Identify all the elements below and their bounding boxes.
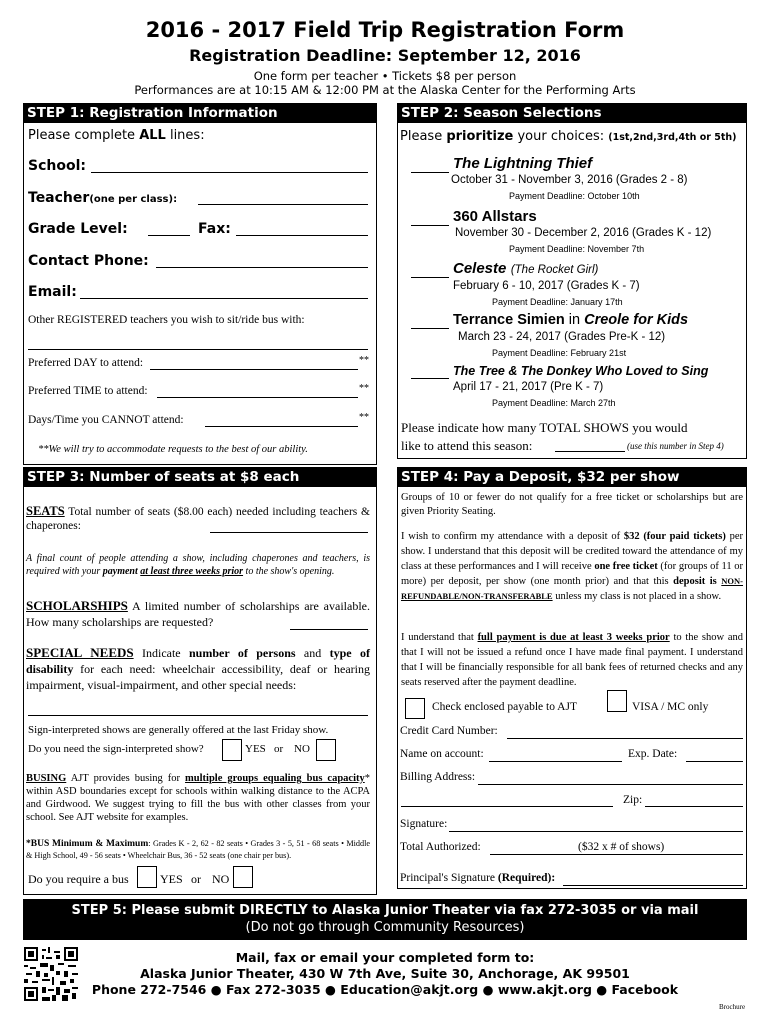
visa-mc-label: VISA / MC only	[632, 701, 709, 713]
total-shows-field[interactable]	[555, 451, 625, 452]
show4-title: Terrance Simien in Creole for Kids	[453, 312, 689, 328]
teacher-label: Teacher(one per class):	[28, 190, 178, 206]
total-authorized-field[interactable]	[490, 854, 743, 855]
show5-priority-field[interactable]	[411, 378, 449, 379]
teacher-field[interactable]	[198, 204, 368, 205]
show2-dates: November 30 - December 2, 2016 (Grades K - 12)	[455, 227, 712, 239]
exp-date-field[interactable]	[686, 761, 743, 762]
billing-address-field-2[interactable]	[401, 806, 613, 807]
show4-dates: March 23 - 24, 2017 (Grades Pre-K - 12)	[458, 331, 666, 343]
prioritize-instruction: Please prioritize your choices: (1st,2nd,3rd,4th or 5th)	[400, 129, 737, 144]
exp-date-label: Exp. Date:	[628, 748, 678, 760]
bus-min-max-note: *BUS Minimum & Maximum: Grades K - 2, 62 - 82 seats • Grades 3 - 5, 51 - 68 seats • Middle & High School, 49 - 56 seats • Wheelchair Bus, 36 - 52 seats (one chair per bus).	[26, 839, 371, 860]
cannot-attend-field[interactable]	[205, 426, 358, 427]
show1-title: The Lightning Thief	[453, 155, 593, 172]
step1-intro: Please complete ALL lines:	[28, 128, 205, 143]
form-subtitle-tickets: One form per teacher • Tickets $8 per person	[253, 69, 517, 83]
show3-priority-field[interactable]	[411, 277, 449, 278]
billing-address-field[interactable]	[478, 784, 743, 785]
accommodate-note: **We will try to accommodate requests to the best of our ability.	[38, 444, 308, 455]
form-title: 2016 - 2017 Field Trip Registration Form	[145, 18, 625, 42]
total-authorized-label: Total Authorized:	[400, 841, 481, 853]
special-needs-field[interactable]	[28, 715, 368, 716]
check-enclosed-label: Check enclosed payable to AJT	[432, 701, 577, 713]
step4-heading: STEP 4: Pay a Deposit, $32 per show	[397, 467, 747, 487]
name-on-account-label: Name on account:	[400, 748, 484, 760]
grade-level-label: Grade Level:	[28, 221, 128, 237]
step1-heading: STEP 1: Registration Information	[23, 103, 377, 123]
show3-dates: February 6 - 10, 2017 (Grades K - 7)	[453, 280, 640, 292]
billing-address-label: Billing Address:	[400, 771, 476, 783]
footer-mail-instruction: Mail, fax or email your completed form to:	[235, 950, 535, 965]
bus-or-label: or	[191, 872, 201, 886]
busing-paragraph: BUSING AJT provides busing for multiple groups equaling bus capacity* within ASD boundaries except for schools within walking distance to the ACPA and Girdwood. We suggest trying to fill the bus with other classes from your school. See AJT website for examples.	[26, 773, 370, 823]
signature-label: Signature:	[400, 818, 448, 830]
scholarships-field[interactable]	[290, 629, 368, 630]
show3-deadline: Payment Deadline: January 17th	[492, 297, 623, 307]
sign-no-label: NO	[294, 743, 310, 755]
sign-yes-checkbox[interactable]	[222, 739, 242, 761]
check-enclosed-checkbox[interactable]	[405, 698, 425, 719]
zip-field[interactable]	[645, 806, 743, 807]
final-count-note: A final count of people attending a show, including chaperones and teachers, is required with your payment at least three weeks prior to the show's opening.	[26, 553, 370, 577]
priority-seating-note: Groups of 10 or fewer do not qualify for a free ticket or scholarships but are given Priority Seating.	[401, 492, 743, 517]
show1-priority-field[interactable]	[411, 172, 449, 173]
total-shows-note: (use this number in Step 4)	[627, 441, 724, 451]
preferred-time-stars: **	[359, 383, 369, 394]
show5-deadline: Payment Deadline: March 27th	[492, 398, 616, 408]
show2-title: 360 Allstars	[453, 208, 537, 225]
principal-signature-label: Principal's Signature (Required):	[400, 872, 556, 884]
footer-tag: Brochure	[719, 1003, 746, 1011]
total-authorized-calc: ($32 x # of shows)	[578, 841, 665, 853]
email-field[interactable]	[80, 298, 368, 299]
seats-paragraph: SEATS Total number of seats ($8.00 each) needed including teachers & chaperones:	[26, 504, 370, 532]
cannot-attend-stars: **	[359, 412, 369, 423]
show5-dates: April 17 - 21, 2017 (Pre K - 7)	[453, 381, 604, 393]
preferred-time-field[interactable]	[157, 397, 358, 398]
school-field[interactable]	[91, 172, 368, 173]
registration-deadline: Registration Deadline: September 12, 2016	[189, 46, 581, 65]
show2-priority-field[interactable]	[411, 225, 449, 226]
grade-level-field[interactable]	[148, 235, 190, 236]
full-payment-paragraph: I understand that full payment is due at least 3 weeks prior to the show and that I will not be issued a refund once I have made final payment. I understand that I will be financially responsible for all bank fees of returned checks and any seats reserved after the payment deadline.	[401, 632, 744, 688]
email-label: Email:	[28, 284, 77, 300]
preferred-day-field[interactable]	[150, 369, 358, 370]
other-teachers-label: Other REGISTERED teachers you wish to sit/ride bus with:	[28, 314, 305, 326]
visa-mc-checkbox[interactable]	[607, 690, 627, 712]
form-subtitle-performances: Performances are at 10:15 AM & 12:00 PM at the Alaska Center for the Performing Arts	[134, 83, 636, 97]
show2-deadline: Payment Deadline: November 7th	[509, 244, 645, 254]
other-teachers-field[interactable]	[28, 349, 368, 350]
footer-contact: Phone 272-7546 ● Fax 272-3035 ● Education@akjt.org ● www.akjt.org ● Facebook	[91, 982, 679, 997]
preferred-day-stars: **	[359, 355, 369, 366]
footer-address: Alaska Junior Theater, 430 W 7th Ave, Suite 30, Anchorage, AK 99501	[140, 966, 630, 981]
sign-yes-label: YES	[245, 743, 266, 755]
step5-note: (Do not go through Community Resources)	[245, 920, 525, 935]
step2-heading: STEP 2: Season Selections	[397, 103, 747, 123]
deposit-paragraph: I wish to confirm my attendance with a deposit of $32 (four paid tickets) per show. I understand that this deposit will be credited toward the attendance of my class at these performances and I will receive one free ticket (for groups of 11 or more) per deposit, per show (one month prior) and that this deposit is NON-REFUNDABLE/NON-TRANSFERABLE unless my class is not placed in a show.	[401, 531, 744, 602]
fax-field[interactable]	[236, 235, 368, 236]
signature-field[interactable]	[449, 831, 743, 832]
bus-no-checkbox[interactable]	[233, 866, 253, 888]
zip-label: Zip:	[623, 794, 643, 806]
step5-heading: STEP 5: Please submit DIRECTLY to Alaska Junior Theater via fax 272-3035 or via mail	[71, 903, 699, 918]
total-shows-label-2: like to attend this season:	[401, 438, 533, 453]
bus-question: Do you require a bus	[28, 872, 129, 886]
seats-field[interactable]	[210, 532, 368, 533]
credit-card-field[interactable]	[507, 738, 743, 739]
name-on-account-field[interactable]	[489, 761, 622, 762]
scholarships-paragraph: SCHOLARSHIPS A limited number of scholarships are available. How many scholarships are requested?	[26, 598, 370, 629]
contact-phone-label: Contact Phone:	[28, 253, 149, 269]
cannot-attend-label: Days/Time you CANNOT attend:	[28, 414, 184, 426]
sign-or-label: or	[274, 743, 284, 755]
credit-card-label: Credit Card Number:	[400, 725, 498, 737]
contact-phone-field[interactable]	[156, 267, 368, 268]
bus-no-label: NO	[212, 872, 230, 886]
show1-dates: October 31 - November 3, 2016 (Grades 2 - 8)	[451, 174, 688, 186]
sign-no-checkbox[interactable]	[316, 739, 336, 761]
total-shows-label: Please indicate how many TOTAL SHOWS you would	[401, 420, 688, 435]
show4-priority-field[interactable]	[411, 328, 449, 329]
show4-deadline: Payment Deadline: February 21st	[492, 348, 627, 358]
bus-yes-checkbox[interactable]	[137, 866, 157, 888]
fax-label: Fax:	[198, 221, 231, 237]
principal-signature-field[interactable]	[563, 885, 743, 886]
preferred-time-label: Preferred TIME to attend:	[28, 385, 148, 397]
special-needs-paragraph: SPECIAL NEEDS Indicate number of persons and type of disability for each need: wheelchair accessibility, deaf or hearing impairment, visual-impairment, and other special needs:	[26, 645, 370, 692]
step3-heading: STEP 3: Number of seats at $8 each	[23, 467, 377, 487]
show1-deadline: Payment Deadline: October 10th	[509, 191, 640, 201]
preferred-day-label: Preferred DAY to attend:	[28, 357, 144, 369]
sign-interpreted-question: Do you need the sign-interpreted show?	[28, 743, 204, 755]
school-label: School:	[28, 158, 86, 174]
sign-interpreted-text: Sign-interpreted shows are generally offered at the last Friday show.	[28, 724, 329, 736]
show5-title: The Tree & The Donkey Who Loved to Sing	[453, 364, 709, 378]
bus-yes-label: YES	[160, 872, 183, 886]
show3-title: Celeste (The Rocket Girl)	[453, 260, 599, 277]
